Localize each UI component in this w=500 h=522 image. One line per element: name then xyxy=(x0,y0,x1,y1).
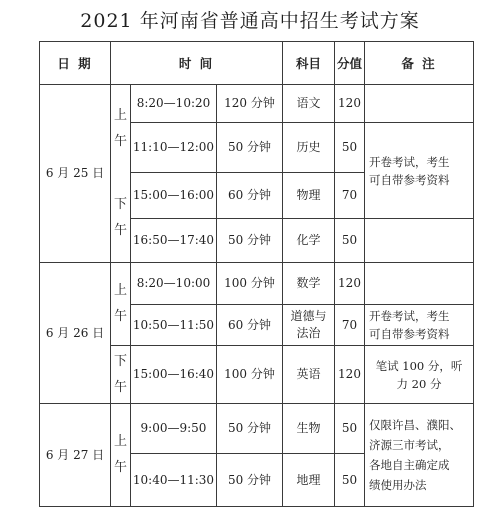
exam-subject: 英语 xyxy=(296,367,321,381)
exam-duration: 60 分钟 xyxy=(227,317,272,332)
exam-score: 50 xyxy=(341,233,358,247)
exam-note: 开卷考试，考生 可自带参考资料 xyxy=(369,309,450,341)
exam-score: 50 xyxy=(341,472,358,487)
header-date: 日 期 xyxy=(57,55,93,71)
exam-time: 16:50—17:40 xyxy=(132,233,215,247)
exam-time: 15:00—16:00 xyxy=(132,188,215,202)
header-subject: 科目 xyxy=(295,55,321,71)
exam-duration: 50 分钟 xyxy=(227,140,272,154)
exam-time: 10:50—11:50 xyxy=(132,317,215,332)
exam-subject: 语文 xyxy=(296,96,321,110)
exam-score: 70 xyxy=(341,188,358,202)
exam-subject: 化学 xyxy=(296,233,321,247)
exam-time: 15:00—16:40 xyxy=(132,367,215,381)
exam-duration: 50 分钟 xyxy=(227,421,272,435)
period-label-afternoon: 下 午 xyxy=(113,353,127,395)
exam-subject: 数学 xyxy=(296,276,321,290)
exam-score: 120 xyxy=(338,367,361,381)
exam-score: 120 xyxy=(338,96,361,110)
page-title: 2021 年河南省普通高中招生考试方案 xyxy=(80,10,420,32)
exam-note: 笔试 100 分，听 力 20 分 xyxy=(375,358,463,391)
header-time: 时 间 xyxy=(178,55,215,71)
day-date: 6 月 26 日 xyxy=(45,325,105,340)
period-label-morning: 上 午 xyxy=(113,283,127,324)
exam-time: 10:40—11:30 xyxy=(132,472,215,487)
exam-duration: 100 分钟 xyxy=(224,276,275,290)
exam-time: 11:10—12:00 xyxy=(132,140,215,154)
exam-subject: 物理 xyxy=(296,188,321,202)
exam-duration: 50 分钟 xyxy=(227,472,272,487)
exam-subject: 道德与 法治 xyxy=(290,309,327,340)
period-label-afternoon: 下 午 xyxy=(113,196,127,238)
exam-time: 8:20—10:00 xyxy=(136,276,211,290)
exam-duration: 120 分钟 xyxy=(224,96,275,110)
exam-time: 9:00—9:50 xyxy=(140,421,207,435)
exam-score: 120 xyxy=(338,276,361,290)
exam-duration: 50 分钟 xyxy=(227,233,272,247)
exam-duration: 100 分钟 xyxy=(224,367,275,381)
exam-score: 50 xyxy=(341,140,358,154)
exam-note: 开卷考试，考生 可自带参考资料 xyxy=(369,154,450,187)
exam-subject: 地理 xyxy=(296,472,321,487)
exam-note: 仅限许昌、濮阳、 济源三市考试， 各地自主确定成 绩使用办法 xyxy=(369,418,461,492)
day-date: 6 月 27 日 xyxy=(45,447,105,462)
exam-time: 8:20—10:20 xyxy=(136,96,211,110)
day-date: 6 月 25 日 xyxy=(45,166,105,180)
header-notes: 备 注 xyxy=(401,55,437,71)
exam-score: 70 xyxy=(341,317,358,332)
exam-duration: 60 分钟 xyxy=(227,188,272,202)
table-border-bottom xyxy=(39,506,473,507)
period-label-morning: 上 午 xyxy=(113,434,127,475)
exam-score: 50 xyxy=(341,421,358,435)
header-score: 分值 xyxy=(336,55,362,71)
table-border-right xyxy=(473,41,474,507)
exam-subject: 生物 xyxy=(296,421,321,435)
period-label-morning: 上 午 xyxy=(113,107,127,149)
exam-subject: 历史 xyxy=(296,140,321,154)
